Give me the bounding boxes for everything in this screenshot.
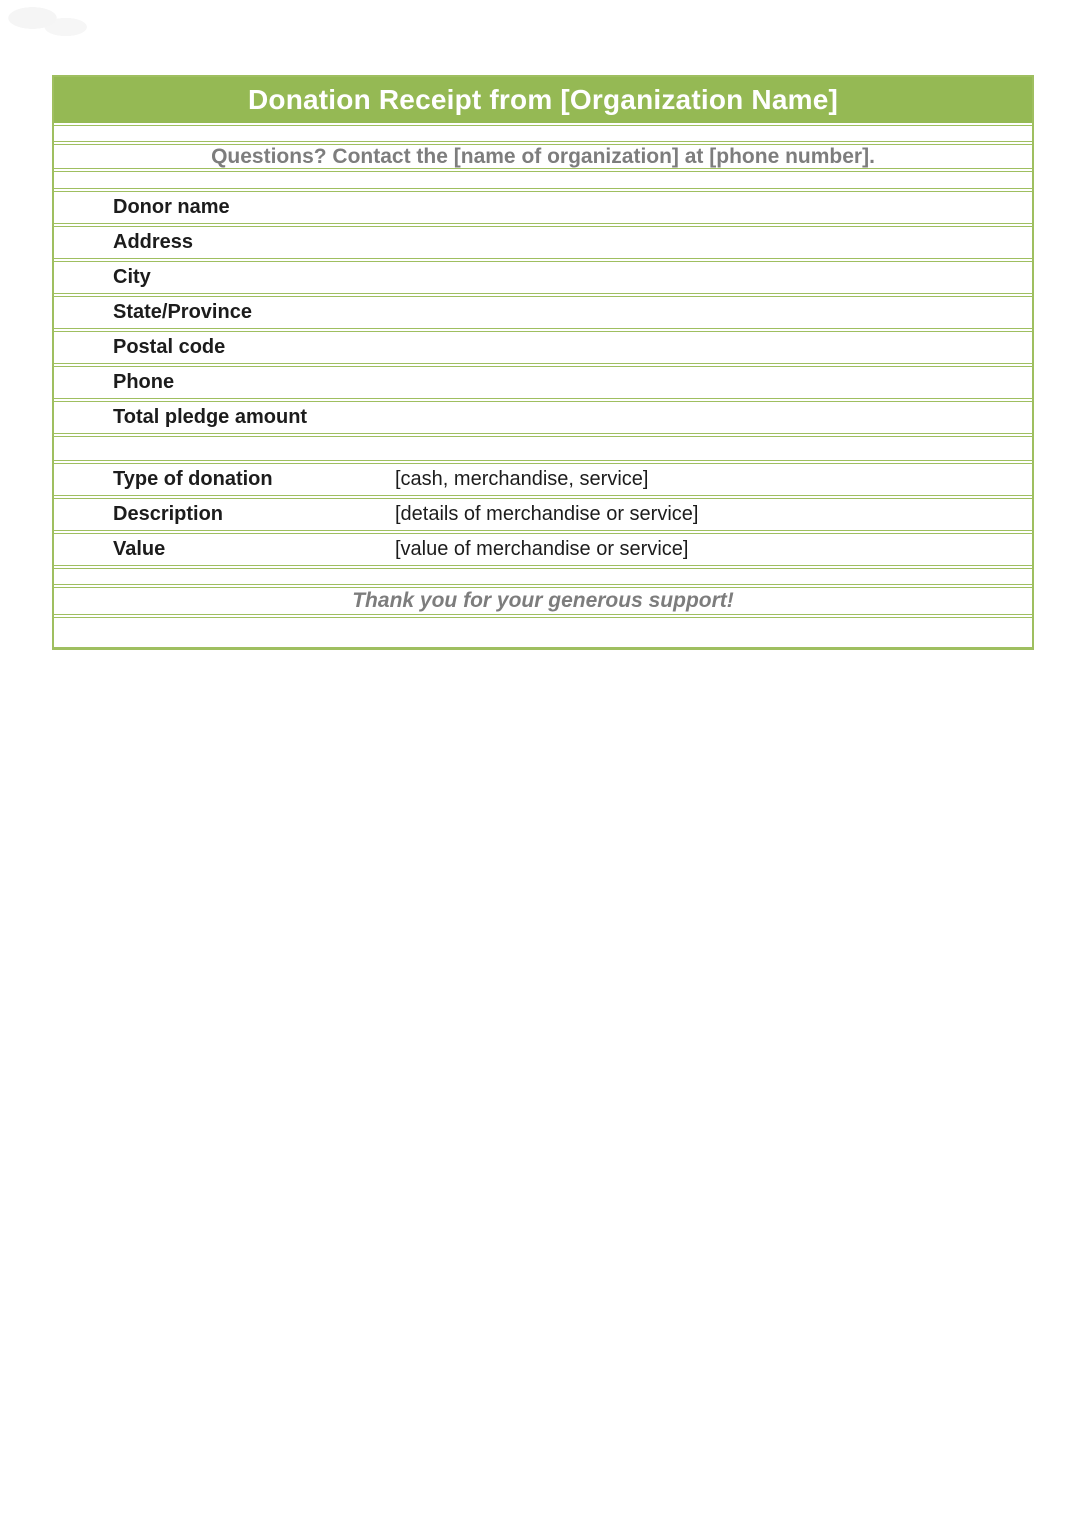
field-row-address xyxy=(54,226,1032,259)
spacer-row xyxy=(54,125,1032,142)
spacer-row xyxy=(54,436,1032,461)
field-label: Value xyxy=(113,538,166,560)
donation-receipt-table xyxy=(52,75,1034,650)
field-row-city xyxy=(54,261,1032,294)
field-row-donor-name xyxy=(54,191,1032,224)
thank-you-row xyxy=(54,587,1032,615)
field-label: Donor name xyxy=(113,196,230,218)
field-row-type-of-donation xyxy=(54,463,1032,496)
spacer-row xyxy=(54,617,1032,648)
receipt-title: Donation Receipt from [Organization Name] xyxy=(247,84,839,115)
field-value-value[interactable]: [value of merchandise or service] xyxy=(395,538,689,560)
spacer-row xyxy=(54,171,1032,189)
spacer-row xyxy=(54,568,1032,585)
contact-note-row xyxy=(54,144,1032,169)
field-label: Phone xyxy=(113,371,175,393)
field-value-donor-name[interactable] xyxy=(395,192,1032,223)
field-row-value xyxy=(54,533,1032,566)
field-row-total-pledge-amount xyxy=(54,401,1032,434)
faint-watermark xyxy=(4,0,99,45)
field-label: Type of donation xyxy=(113,468,273,490)
thank-you-note: Thank you for your generous support! xyxy=(352,589,734,612)
field-value-postal-code[interactable] xyxy=(395,332,1032,363)
field-value-type-of-donation[interactable]: [cash, merchandise, service] xyxy=(395,468,649,490)
field-value-total-pledge-amount[interactable] xyxy=(395,402,1032,433)
contact-note: Questions? Contact the [name of organization] at [phone number]. xyxy=(211,144,875,168)
receipt-header xyxy=(54,77,1032,123)
field-row-state-province xyxy=(54,296,1032,329)
field-row-phone xyxy=(54,366,1032,399)
field-label: City xyxy=(113,266,151,288)
field-label: Total pledge amount xyxy=(113,406,308,428)
field-label: State/Province xyxy=(113,301,252,323)
field-value-city[interactable] xyxy=(395,262,1032,293)
field-value-phone[interactable] xyxy=(395,367,1032,398)
field-value-state-province[interactable] xyxy=(395,297,1032,328)
field-value-address[interactable] xyxy=(395,227,1032,258)
field-value-description[interactable]: [details of merchandise or service] xyxy=(395,503,699,525)
field-label: Description xyxy=(113,503,224,525)
field-row-description xyxy=(54,498,1032,531)
field-label: Postal code xyxy=(113,336,226,358)
field-label: Address xyxy=(113,231,194,253)
field-row-postal-code xyxy=(54,331,1032,364)
